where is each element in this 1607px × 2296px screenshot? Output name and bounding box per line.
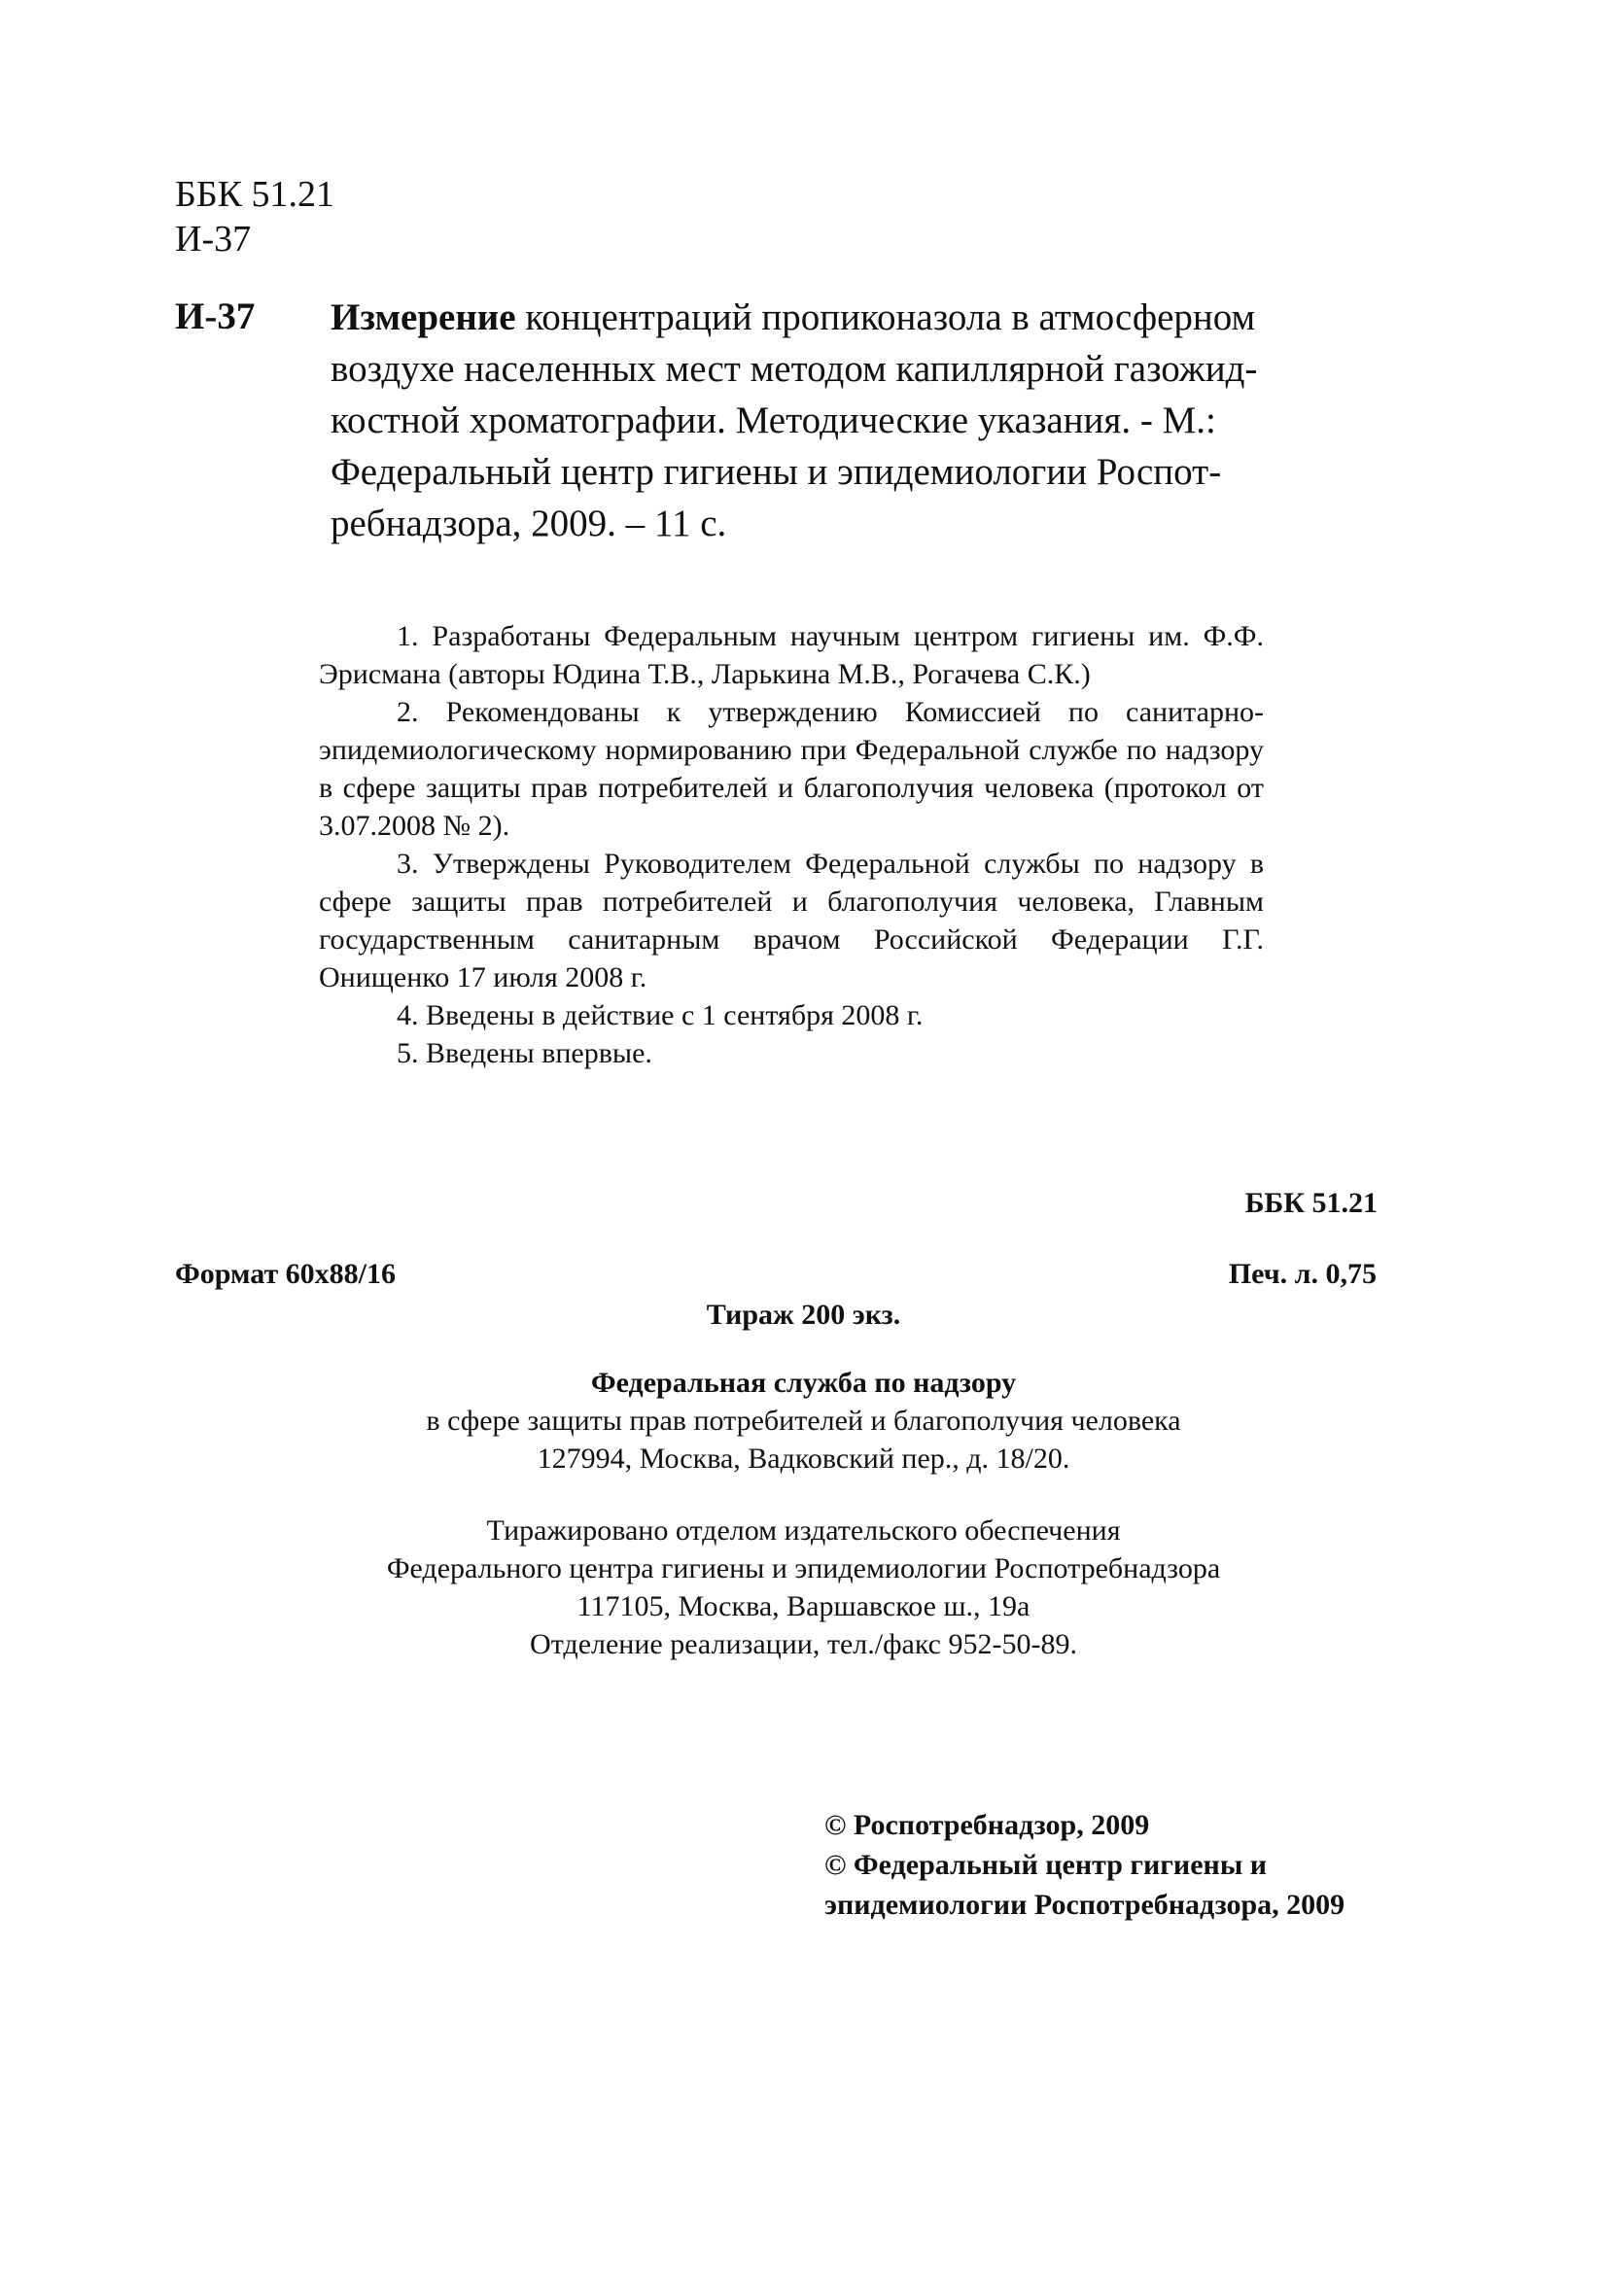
credit-item: 2. Рекомендованы к утверждению Комиссией по санитарно-эпидемиологическому нормированию при Федеральной службе по надзору в сфере защиты прав потребителей и благополучия человека (протокол от 3.07.2008 № 2). xyxy=(319,696,1264,842)
print-sheets-label: Печ. л. 0,75 xyxy=(1228,1258,1377,1290)
format-label: Формат 60х88/16 xyxy=(175,1258,397,1290)
printer-line: Федерального центра гигиены и эпидемиологии Роспотребнадзора xyxy=(386,1552,1221,1584)
printer-line: 117105, Москва, Варшавское ш., 19а xyxy=(576,1590,1031,1622)
entry-code: И-37 xyxy=(175,296,256,337)
entry-line-4: Федеральный центр гигиены и эпидемиологии Роспот- xyxy=(331,451,1222,493)
print-run: Тираж 200 экз. xyxy=(706,1299,901,1331)
copyright-line: © Федеральный центр гигиены и xyxy=(824,1849,1268,1881)
author-code: И-37 xyxy=(175,219,252,260)
entry-line-3: костной хроматографии. Методические указания. - М.: xyxy=(331,400,1216,441)
printer-line: Отделение реализации, тел./факс 952-50-89. xyxy=(530,1628,1077,1660)
bibliographic-entry xyxy=(331,292,1262,549)
bbk-imprint: ББК 51.21 xyxy=(1244,1187,1378,1219)
printer-block xyxy=(0,1512,1607,1663)
credit-item: 5. Введены впервые. xyxy=(397,1037,652,1069)
entry-title-bold: Измерение xyxy=(331,296,516,338)
publisher-line: 127994, Москва, Вадковский пер., д. 18/20. xyxy=(537,1443,1070,1475)
entry-line-5: ребнадзора, 2009. – 11 с. xyxy=(331,503,727,544)
credit-item: 4. Введены в действие с 1 сентября 2008 г. xyxy=(397,999,924,1031)
bbk-code: ББК 51.21 xyxy=(175,174,334,215)
publisher-line: Федеральная служба по надзору xyxy=(590,1367,1017,1399)
publisher-block xyxy=(0,1364,1607,1478)
entry-line-2: воздухе населенных мест методом капиллярной газожид- xyxy=(331,348,1258,390)
copyright-block xyxy=(824,1805,1345,1925)
credit-item: 3. Утверждены Руководителем Федеральной службы по надзору в сфере защиты прав потребителей и благополучия человека, Главным государственным санитарным врачом Российской Федерации Г.Г. Онищенко 17 июля 2008 г. xyxy=(319,848,1264,993)
copyright-line: эпидемиологии Роспотребнадзора, 2009 xyxy=(824,1889,1345,1921)
entry-line-1: концентраций пропиконазола в атмосферном xyxy=(515,296,1256,338)
copyright-line: © Роспотребнадзор, 2009 xyxy=(824,1809,1150,1841)
publisher-line: в сфере защиты прав потребителей и благополучия человека xyxy=(426,1405,1181,1437)
credits-list xyxy=(319,617,1264,1072)
credit-item: 1. Разработаны Федеральным научным центром гигиены им. Ф.Ф. Эрисмана (авторы Юдина Т.В., Ларькина М.В., Рогачева С.К.) xyxy=(319,620,1264,690)
printer-line: Тиражировано отделом издательского обеспечения xyxy=(486,1514,1121,1547)
